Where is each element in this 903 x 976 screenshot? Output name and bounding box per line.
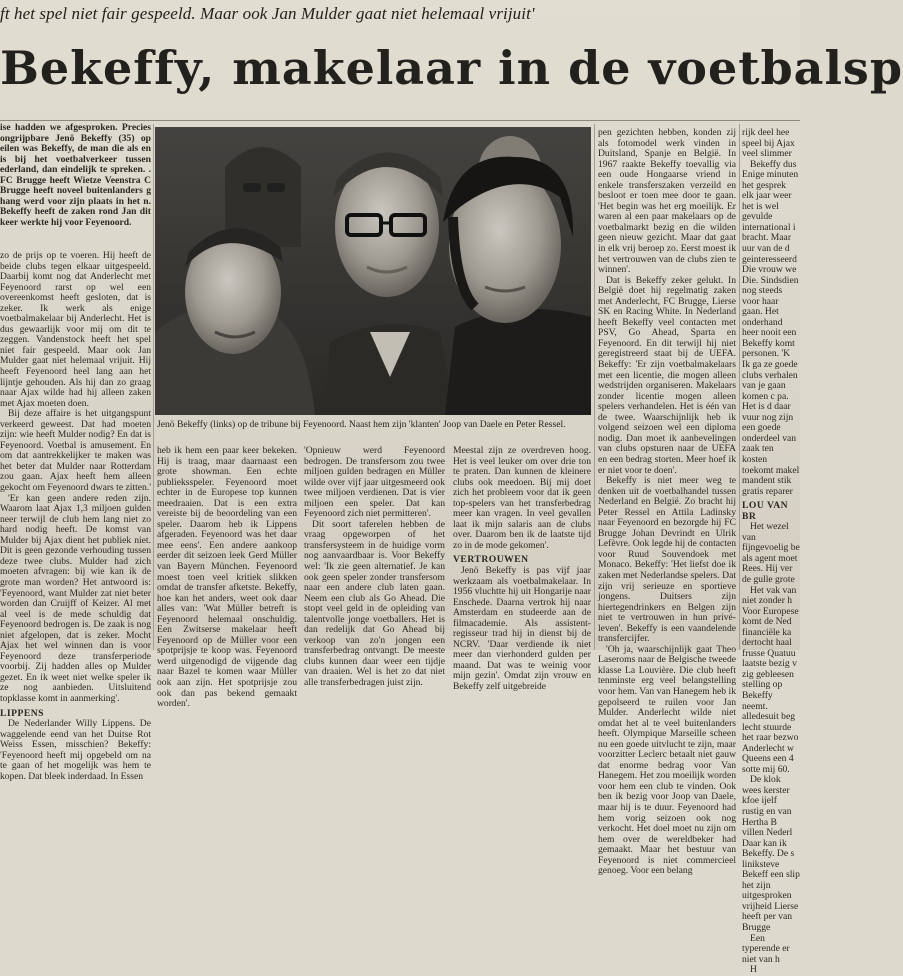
paragraph: Bekeffy is niet meer weg te denken uit de voetbalhandel tussen Nederland en België. Zo bracht hij Peter Ressel en Attila Ladinsky naar Feyenoord en bezorgde hij FC Brugge Johan Devrindt en Ulrik Lefèvre. Ook legde hij de contacten voor Ruud Souvendoek met Monaco. Bekeffy: 'Het liefst doe ik zaken met Nederlandse spelers. Dat zijn vrij serieuze en sportieve jongens. Duitsers zijn hiertegendrinkers en Belgen zijn niet te vertrouwen in hun privé-leven'. Bekeffy is een vaandelende transfercijfer. xyxy=(598,475,736,645)
column-5 xyxy=(598,127,736,877)
column-4 xyxy=(453,445,591,693)
column-3 xyxy=(304,445,445,689)
column-2 xyxy=(157,445,297,710)
kicker-quote: ft het spel niet fair gespeeld. Maar ook Jan Mulder gaat niet helemaal vrijuit' xyxy=(0,4,535,23)
paragraph: Een typerende er niet van h xyxy=(742,932,790,965)
headline-rule xyxy=(0,120,800,121)
column-divider xyxy=(153,124,154,650)
paragraph: De Nederlander Willy Lippens. De waggelende eend van het Duitse Rot Weiss Essen, misschien? Bekeffy: 'Feyenoord heeft mij opgebeld om na te gaan of het mogelijk was hem te kopen. Dat bleek inderdaad. In Essen xyxy=(0,718,151,782)
paragraph: Dat is Bekeffy zeker gelukt. In België doet hij regelmatig zaken met Anderlecht, FC Brugge, Lierse SK en Racing White. In Nederland heeft Bekeffy veel contacten met PSV, Go Ahead, Sparta en Feyenoord. En dit terwijl hij niet geregistreerd staat bij de UEFA. Bekeffy: 'Er zijn voetbalmakelaars met een licentie, die mogen alleen wedstrijden organiseren. Makelaars zonder licentie mogen alleen spelers verhandelen. Het is één van de twee. Waarschijnlijk heb ik volgend seizoen wel een diploma nodig. Dan moet ik aanbevelingen van clubs opsturen naar de UEFA en een bedrag storten. Meer hoef ik er niet voor te doen'. xyxy=(598,274,736,476)
photo-image xyxy=(155,127,591,415)
subheading: VERTROUWEN xyxy=(453,554,529,566)
paragraph: Bekeffy dus Enige minuten het gesprek elk jaar weer het is wel gevulde international i bracht. Maar uur van de d geinteresseerd Die vrouw we Die. Sindsdien nog steeds voor haar gaan. Het onderhand heer nooit een Bekeffy komt personen. 'K Ik ga ze goede clubs verhalen van je gaan komen c pa. Het is d daar vuur nog zijn een goede onderdeel van zaak ten kosten toekomt makel mandent stik gratis reparer xyxy=(742,158,800,497)
column-1-intro xyxy=(0,123,151,247)
page-headline: Bekeffy, makelaar in de voetbalsp xyxy=(0,41,903,95)
paragraph: heb ik hem een paar keer bekeken. Hij is traag, maar daarnaast een grote showman. Een echte publieksspeler. Feyenoord moet echter in de Europese top kunnen meedraaien. Dat is een extra vereiste bij de beoordeling van een speler. Daarom heb ik Lippens afgeraden. Feyenoord was het daar mee eens'. Een andere aankoop eerder dit seizoen leek Gerd Müller van Bayern München. Feyenoord moest toen veel kritiek slikken omdat de transfer afketste. Bekeffy, hoe kan het anders, weet ook daar alles van: 'Wat Müller betreft is Feyenoord helemaal onschuldig. Een Zwitserse makelaar heeft Feyenoord op de Müller voor een spotprijsje te koop was. Feyenoord werd uitgenodigd de vijgende dag naar Bazel te komen waar Müller ook aan zijn. Het spotprijsje zou ook dan pas bekend gemaakt worden'. xyxy=(157,445,297,710)
paragraph: Dit soort taferelen hebben de vraag opgeworpen of het transfersysteem in de huidige vorm nog aanvaardbaar is. Voor Bekeffy wel: 'Ik zie geen alternatief. Je kan ook geen speler zonder transfersom naar een andere club laten gaan. Neem een club als Go Ahead. Die stopt veel geld in de opleiding van talentvolle jonge voetballers. Het is dan redelijk dat Go Ahead bij verkoop van zo'n jongen een transferbedrag ontvangt. De meeste clubs kunnen daar weer een tijdje van draaien. Wel is het zo dat niet alle transferbedragen juist zijn. xyxy=(304,518,445,689)
paragraph: 'Oh ja, waarschijnlijk gaat Theo Laseroms naar de Belgische tweede klasse La Louvière. Die club heeft tenminste erg veel belangstelling voor hem. Van van Hanegem heb ik gepolseerd te ruilen voor Jan Mulder. Anderlecht wilde niet omdat het al te veel buitenlanders heeft. Olympique Marseille scheen nu een goede uitvlucht te zijn, maar voorzitter Leclerc betaalt niet gauw dat enorme bedrag voor Van Hanegem. Het zou moeilijk worden voor hem een club te vinden. Ook ben ik bezig voor Joop van Daele, maar hij is te duur. Feyenoord had hem vorig seizoen ook nog verkocht. Het doel moet nu zijn om hem over de wereldbeker had gemaakt. Maar het bestuur van Feyenoord is niet commercieel genoeg. Voor een belang xyxy=(598,643,736,877)
paragraph: Jenö Bekeffy is pas vijf jaar werkzaam als voetbalmakelaar. In 1956 vluchtte hij uit Hongarije naar Enschede. Daarna vertrok hij naar Amsterdam en studeerde aan de filmacademie. Als assistent-regisseur trad hij in dienst bij de NCRV. 'Daar verdiende ik niet meer dan vierhonderd gulden per maand. Dat was te weinig voor mijn gezin'. Omdat zijn vrouw en Bekeffy zelf uitgebreide xyxy=(453,565,591,693)
paragraph: 'Er kan geen andere reden zijn. Waarom laat Ajax 1,3 miljoen gulden neer terwijl de club hem lang niet zo hard nodig heeft. De komst van Mulder bij Ajax dient het publiek niet. Dit is geen gezonde verhouding tussen deze twee clubs. Mulder had zich moeten afvragen: bij wie kan ik de grote man worden? Het antwoord is: 'Feyenoord, want Mulder zat niet beter worden dan Cruijff of Keizer. Al met al veel is de mede schuldig dat Feyenoord bedrogen is. De zaak is nog niet afgelopen, dat is zeker. Mocht Ajax het wel winnen dan is voor Feyenoord deze transferperiode voorbij. Zij hadden alles op Mulder gezet. En ik weet niet welke speler ik ze nog aanbieden. Uitsluitend topklasse komt in aanmerking'. xyxy=(0,492,151,704)
paragraph: pen gezichten hebben, konden zij als fotomodel werk vinden in Duitsland, Spanje en België. In 1967 raakte Bekeffy toevallig via een oude Hongaarse vriend in enkele transferszaken verzeild en besloot er toen mee door te gaan. 'Het begin was het erg moeilijk. Er waren al een paar makelaars op de voetbalmarkt bezig en die wilden geen nieuw gezicht. Maar dat gaat in elk vrij beroep zo. Eerst moest ik het vertrouwen van de clubs zien te winnen'. xyxy=(598,127,736,276)
paragraph: De klok wees kerster kfoe ijelf rustig en van Hertha B villen Nederl Daar kan ik Bekeffy. De s liniksteve Bekeff een slip het zijn uitgesproken vrijheid Lierse heeft per van Brugge xyxy=(742,774,800,934)
paragraph: rijk deel hee speel bij Ajax veel slimmer xyxy=(742,127,795,160)
column-1 xyxy=(0,250,151,782)
column-divider xyxy=(739,124,740,650)
photo-tribune xyxy=(155,127,591,415)
paragraph: zo de prijs op te voeren. Hij heeft de beide clubs tegen elkaar uitgespeeld. Daarbij komt nog dat Anderlecht met Feyenoord rarst op wel een overeenkomst heeft gesloten, dat is zeker. Ik werk als enige voetbalmakelaar bij Anderlecht. Het is dus gewaarlijk voor mij om dit te zeggen. Vandenstock heeft het spel niet fair gespeeld. Maar ook Jan Mulder gaat niet helemaal vrijuit. Hij heeft Feyenoord heel lang aan het lijntje gehouden. Als hij dan zo graag naar Ajax wilde had hij alleen zaken met Ajax moeten doen. xyxy=(0,250,151,409)
paragraph: Bij deze affaire is het uitgangspunt verkeerd geweest. Dat had moeten zijn: wie heeft Mulder nodig? En dat is Feyenoord. Voetbal is amusement. En om dat aantrekkelijker te maken was het beter dat Mulder naar Rotterdam zou gaan. Ajax heeft hem alleen gekocht om Feyenoord dwars te zitten.' xyxy=(0,408,151,494)
column-divider xyxy=(594,124,595,650)
paragraph: Het wezel van fijngevoelig be als agent moet Rees. Hij ver de gulle grote xyxy=(742,521,800,585)
paragraph: Het vak van niet zonder h Voor Europese komt de Ned financiële ka dertocht haal frusse Quatuu laatste bezig v zig gebleesen stelling op Bekeffy neemt. alledesuit beg lecht stuurde het raar bezwo Anderlecht w Queens een 4 sotte mij 60. xyxy=(742,584,799,775)
paragraph: ise hadden we afgesproken. Precies ongrijpbare Jenö Bekeffy (35) op eilen was Bekeffy, de man die als en is bij het voetbalverkeer tussen ederland, dan eindelijk te spreken. . FC Brugge heeft Wietze Veenstra C Brugge heeft noveel buitenlanders g hang werd voor zijn plaats in het n. Bekeffy heeft de zaken rond Jan dit keer werkte hij voor Feyenoord. xyxy=(0,122,151,228)
subheading: LIPPENS xyxy=(0,707,45,719)
column-6 xyxy=(742,127,800,976)
subheading: LOU VAN BR xyxy=(742,500,789,522)
paragraph: H xyxy=(750,964,757,976)
photo-caption: Jenö Bekeffy (links) op de tribune bij Feyenoord. Naast hem zijn 'klanten' Joop van Daele en Peter Ressel. xyxy=(157,419,566,430)
paragraph: Meestal zijn ze overdreven hoog. Het is veel leuker om over drie ton te praten. Dan kunnen de kleinere clubs ook meedoen. Bij mij doet zich het probleem voor dat ik geen top-spelers van het transferbedrag meer kan vragen. In veel gevallen laat ik mijn salaris aan de clubs over. Daarom ben ik de laatste tijd zo in de mode gekomen'. xyxy=(453,445,591,551)
paragraph: 'Opnieuw werd Feyenoord bedrogen. De transfersom zou twee miljoen gulden bedragen en Müller wilde over vijf jaar uitgesmeerd ook twee miljoen verdienen. Dat is vier miljoen een speler. Dat kan Feyenoord zich niet permitteren'. xyxy=(304,445,445,520)
